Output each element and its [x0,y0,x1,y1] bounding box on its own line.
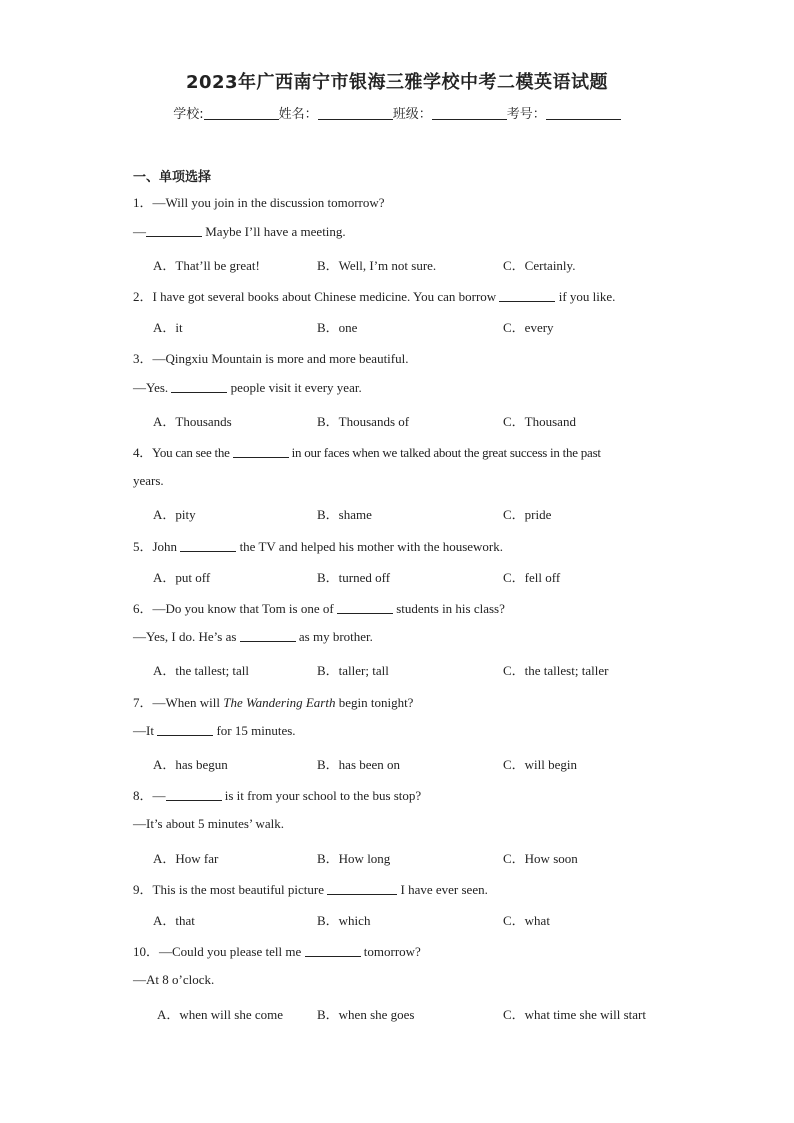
option-b[interactable]: B．when she goes [317,1007,415,1022]
question-stem: 10．—Could you please tell me tomorrow? [133,944,421,959]
answer-blank [499,290,555,302]
question-stem: 6．—Do you know that Tom is one of students in his class? [133,601,505,616]
answer-blank [233,446,289,458]
answer-blank [240,630,296,642]
question-stem-cont: years. [133,473,164,488]
option-a[interactable]: A．has begun [153,757,228,772]
option-b[interactable]: B．turned off [317,570,391,585]
student-info-line [0,103,794,122]
movie-title: The Wandering Earth [223,695,336,710]
option-a[interactable]: A．that [153,913,195,928]
question-stem: 4．You can see the in our faces when we talked about the great success in the past [133,445,601,460]
question-stem: 2．I have got several books about Chinese medicine. You can borrow if you like. [133,289,616,304]
option-a[interactable]: A．it [153,320,183,335]
answer-blank [305,945,361,957]
class-blank[interactable] [432,107,507,120]
answer-blank [146,225,202,237]
exam-no-label: 考号： [506,107,546,122]
option-b[interactable]: B．Thousands of [317,414,410,429]
option-b[interactable]: B．taller; tall [317,663,389,678]
question-stem: 1．—Will you join in the discussion tomorrow? [133,195,385,210]
option-b[interactable]: B．which [317,913,371,928]
school-blank[interactable] [204,107,279,120]
option-c[interactable]: C．Certainly. [503,258,576,273]
option-b[interactable]: B．Well, I’m not sure. [317,258,437,273]
option-b[interactable]: B．has been on [317,757,401,772]
name-blank[interactable] [318,107,393,120]
option-c[interactable]: C．pride [503,507,552,522]
answer-blank [171,381,227,393]
answer-blank [166,789,222,801]
question-stem: 8．— is it from your school to the bus stop? [133,788,422,803]
question-stem-line2: —It for 15 minutes. [133,723,296,738]
name-label: 姓名： [278,107,318,122]
class-label: 班级： [392,107,432,122]
option-c[interactable]: C．the tallest; taller [503,663,609,678]
option-c[interactable]: C．what [503,913,550,928]
option-c[interactable]: C．How soon [503,851,578,866]
question-stem-line2: —Yes. people visit it every year. [133,380,362,395]
page-title: 2023年广西南宁市银海三雅学校中考二模英语试题 [185,72,609,93]
answer-blank [327,883,397,895]
option-b[interactable]: B．shame [317,507,372,522]
option-a[interactable]: A．That’ll be great! [153,258,260,273]
section-title: 一、单项选择 [133,170,212,185]
question-stem-line2: —Yes, I do. He’s as as my brother. [133,629,373,644]
option-c[interactable]: C．every [503,320,554,335]
question-stem: 3．—Qingxiu Mountain is more and more beautiful. [133,351,409,366]
exam-no-blank[interactable] [546,107,621,120]
option-a[interactable]: A．pity [153,507,196,522]
school-label: 学校: [173,107,204,122]
option-a[interactable]: A．the tallest; tall [153,663,250,678]
answer-blank [157,724,213,736]
question-stem: 5．John the TV and helped his mother with the housework. [133,539,504,554]
question-stem: 9．This is the most beautiful picture I have ever seen. [133,882,488,897]
option-c[interactable]: C．will begin [503,757,578,772]
option-c[interactable]: C．fell off [503,570,561,585]
option-a[interactable]: A．put off [153,570,211,585]
option-c[interactable]: C．what time she will start [503,1007,646,1022]
option-a[interactable]: A．How far [153,851,219,866]
question-stem-line2: —It’s about 5 minutes’ walk. [133,816,285,831]
option-a[interactable]: A．when will she come [157,1007,284,1022]
question-stem-line2: —At 8 o’clock. [133,972,215,987]
answer-blank [180,540,236,552]
option-a[interactable]: A．Thousands [153,414,232,429]
question-stem: 7．—When will The Wandering Earth begin tonight? [133,695,414,710]
option-b[interactable]: B．one [317,320,358,335]
option-b[interactable]: B．How long [317,851,391,866]
option-c[interactable]: C．Thousand [503,414,576,429]
question-stem-line2: — Maybe I’ll have a meeting. [133,224,346,239]
answer-blank [337,602,393,614]
